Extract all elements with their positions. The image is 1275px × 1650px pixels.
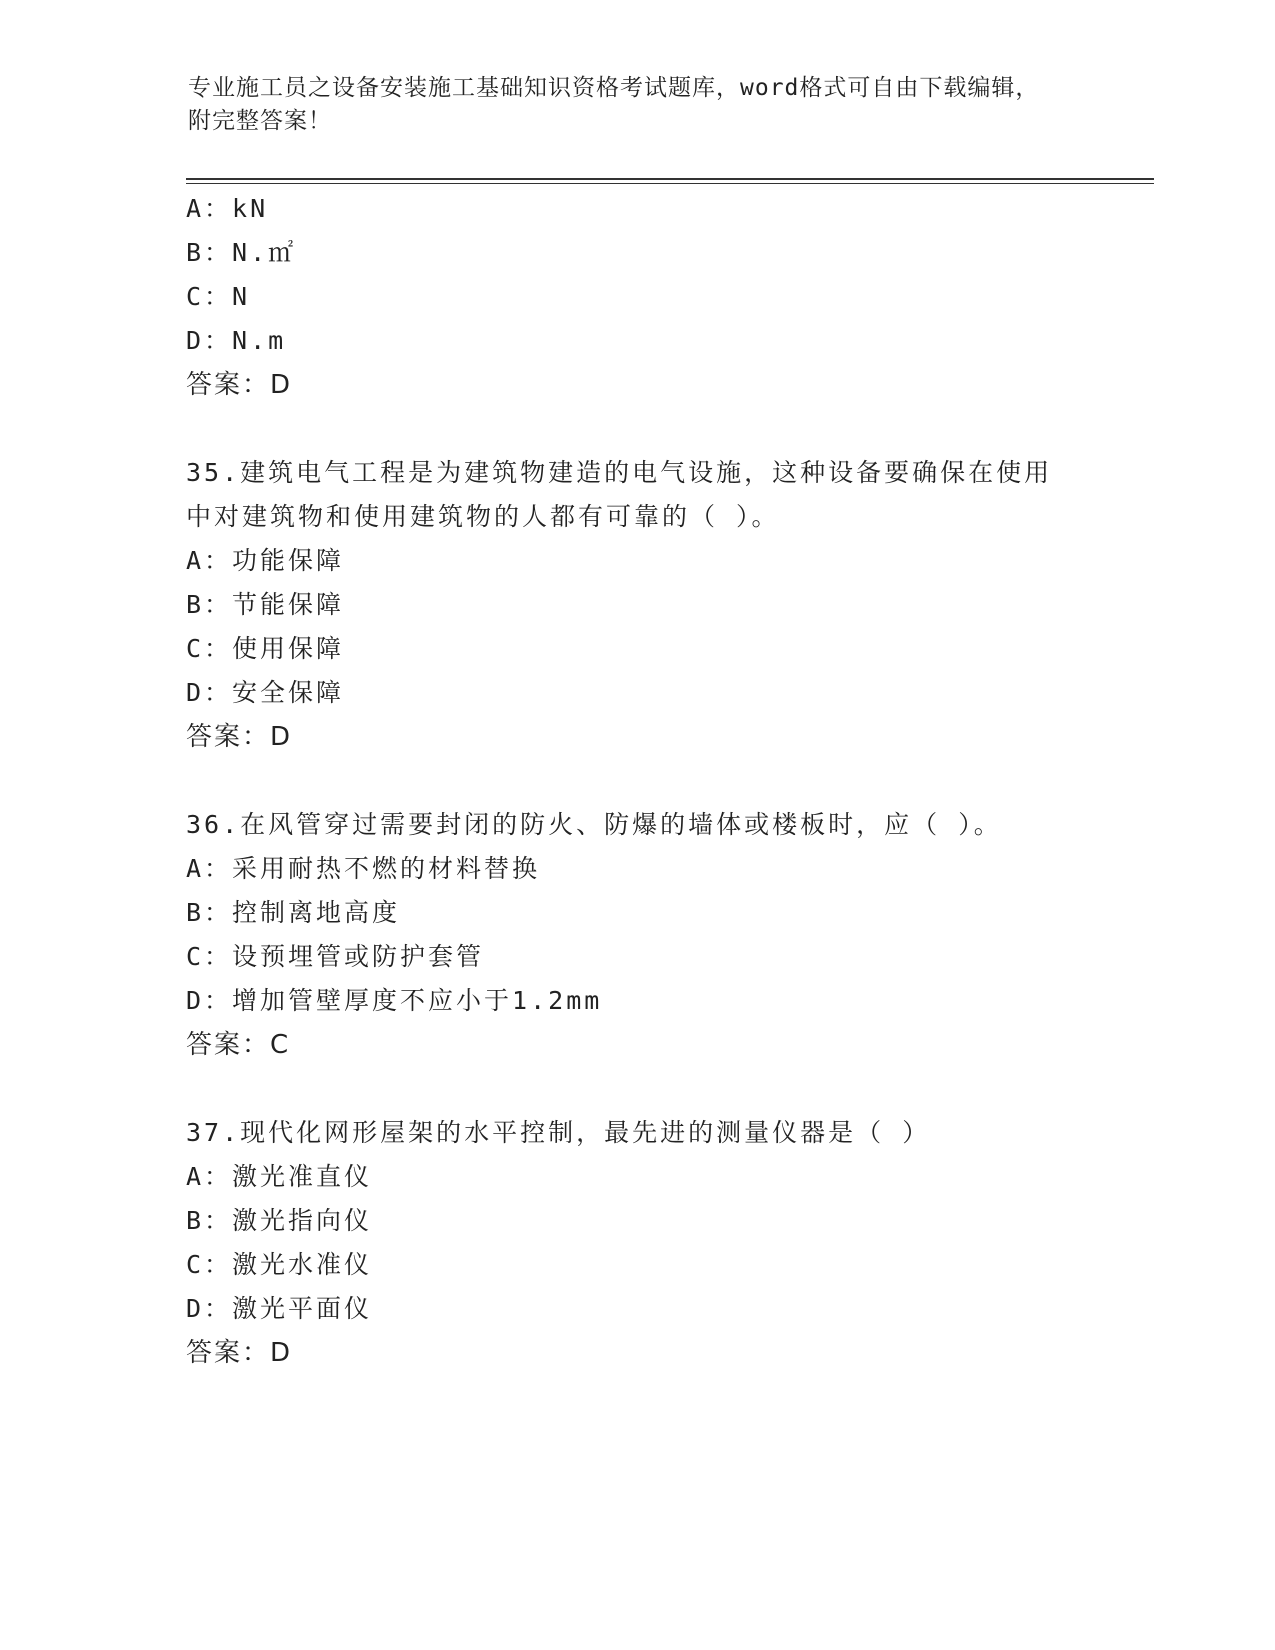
q35-stem-line-2: 中对建筑物和使用建筑物的人都有可靠的（ ）。 — [186, 502, 780, 531]
q37-option-b: B：激光指向仪 — [186, 1206, 373, 1235]
q34-option-b: B：N.㎡ — [186, 238, 297, 267]
document-header — [188, 72, 1068, 138]
q36-option-c: C：设预埋管或防护套管 — [186, 942, 485, 971]
q35-option-b: B：节能保障 — [186, 590, 345, 619]
q36-option-b: B：控制离地高度 — [186, 898, 401, 927]
header-line-2: 附完整答案！ — [188, 108, 332, 134]
q35-answer: 答案：D — [186, 722, 293, 752]
q34-option-c: C：N — [186, 282, 251, 311]
q36-answer: 答案：C — [186, 1030, 291, 1060]
q37-option-d: D：激光平面仪 — [186, 1294, 373, 1323]
q34-answer: 答案：D — [186, 370, 293, 400]
q34-option-a: A：kN — [186, 194, 269, 223]
q36-stem-line-1: 36.在风管穿过需要封闭的防火、防爆的墙体或楼板时，应（ ）。 — [186, 810, 1002, 839]
q35-option-d: D：安全保障 — [186, 678, 345, 707]
header-rule-thin — [186, 183, 1154, 184]
q35-stem-line-1: 35.建筑电气工程是为建筑物建造的电气设施，这种设备要确保在使用 — [186, 458, 1053, 487]
header-rule-thick — [186, 178, 1154, 180]
q35-option-a: A：功能保障 — [186, 546, 345, 575]
q35-option-c: C：使用保障 — [186, 634, 345, 663]
header-line-1: 专业施工员之设备安装施工基础知识资格考试题库，word格式可自由下载编辑， — [188, 75, 1040, 101]
q36-option-a: A：采用耐热不燃的材料替换 — [186, 854, 541, 883]
q37-option-a: A：激光准直仪 — [186, 1162, 373, 1191]
q34-option-d: D：N.m — [186, 326, 287, 355]
q36-option-d: D：增加管壁厚度不应小于1.2mm — [186, 986, 603, 1015]
q37-answer: 答案：D — [186, 1338, 293, 1368]
q37-stem-line-1: 37.现代化网形屋架的水平控制，最先进的测量仪器是（ ） — [186, 1118, 931, 1147]
q37-option-c: C：激光水准仪 — [186, 1250, 373, 1279]
